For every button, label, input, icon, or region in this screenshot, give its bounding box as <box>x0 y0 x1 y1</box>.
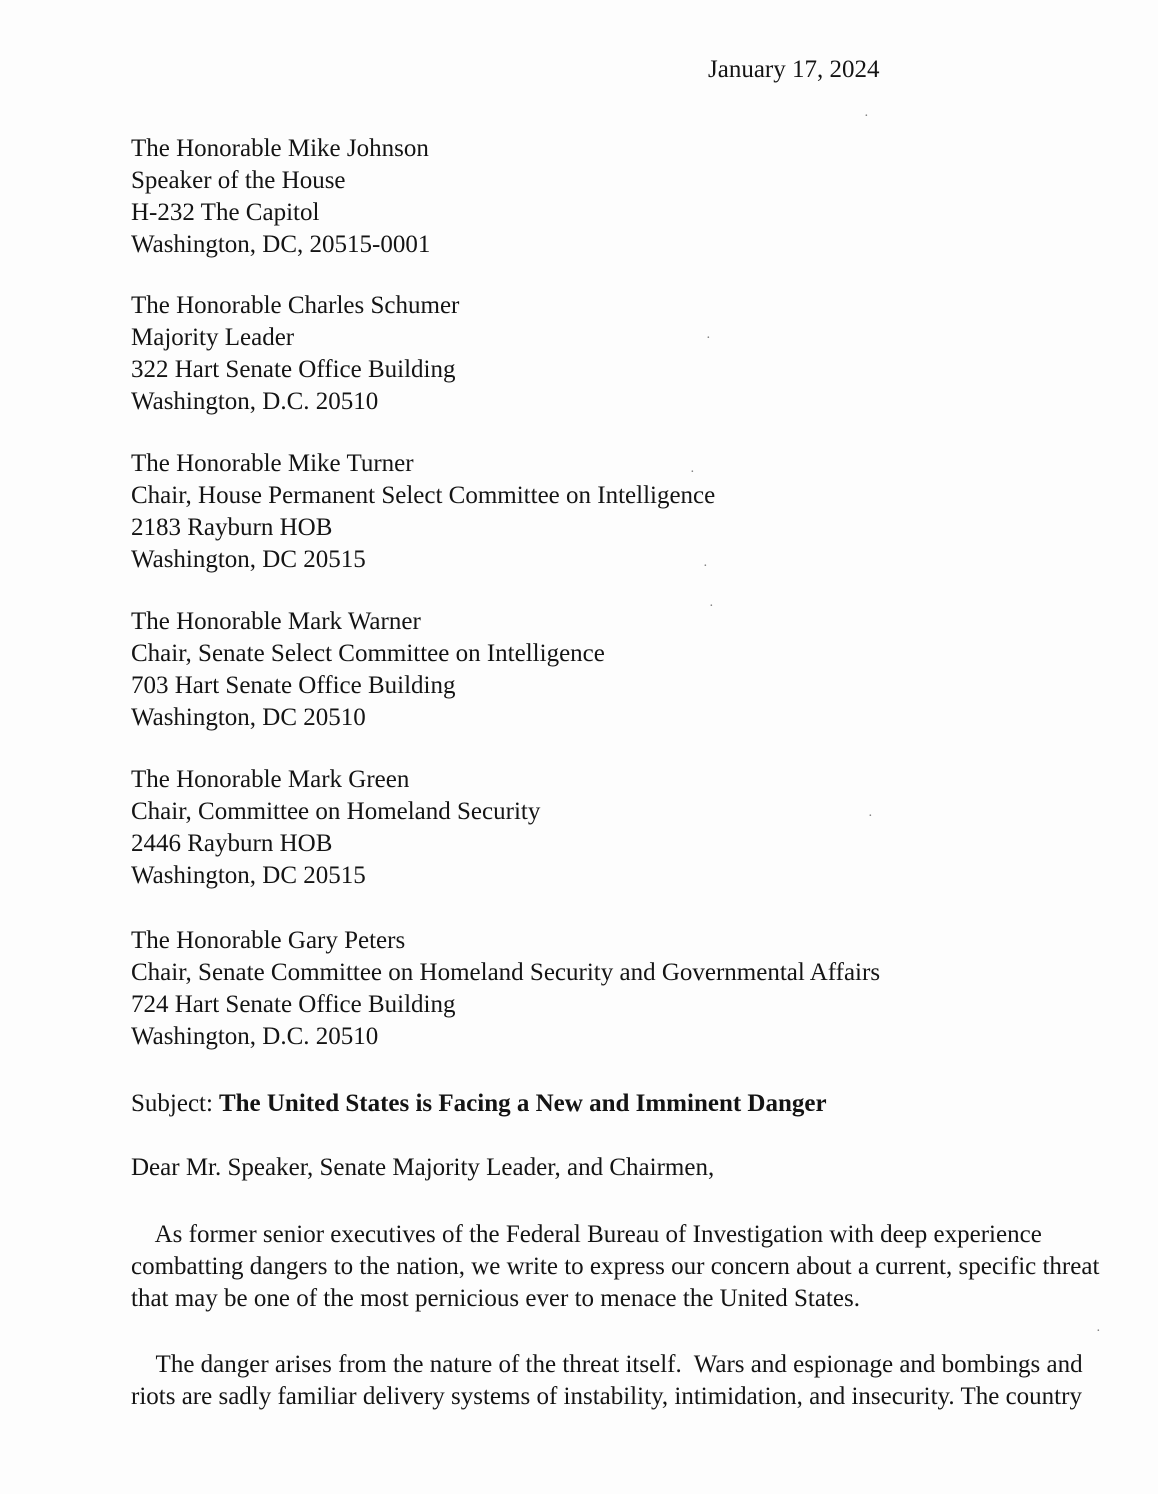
paragraph-line: combatting dangers to the nation, we write to express our concern about a current, specific threat <box>131 1253 1100 1280</box>
recipient-block <box>131 290 459 418</box>
body-paragraph <box>131 1349 1111 1413</box>
recipient-address-line1: 2183 Rayburn HOB <box>131 514 333 541</box>
scan-speck: · <box>868 809 873 824</box>
recipient-title: Speaker of the House <box>131 167 346 194</box>
scan-speck: · <box>706 331 711 346</box>
recipient-block <box>131 606 605 734</box>
subject-line <box>131 1088 827 1120</box>
scan-speck: · <box>703 559 708 574</box>
recipient-block <box>131 133 430 261</box>
body-paragraph <box>131 1219 1111 1315</box>
recipient-name: The Honorable Gary Peters <box>131 927 406 954</box>
recipient-title: Chair, Senate Select Committee on Intelligence <box>131 640 605 667</box>
salutation: Dear Mr. Speaker, Senate Majority Leader, and Chairmen, <box>131 1154 715 1181</box>
recipient-name: The Honorable Mike Johnson <box>131 135 429 162</box>
recipient-address-line2: Washington, DC 20515 <box>131 546 366 573</box>
scan-speck: · <box>709 599 714 614</box>
recipient-title: Chair, House Permanent Select Committee on Intelligence <box>131 482 716 509</box>
recipient-name: The Honorable Mark Warner <box>131 608 421 635</box>
recipient-title: Chair, Senate Committee on Homeland Security and Governmental Affairs <box>131 959 881 986</box>
recipient-name: The Honorable Mike Turner <box>131 450 414 477</box>
paragraph-line: riots are sadly familiar delivery systems of instability, intimidation, and insecurity. The country <box>131 1383 1082 1410</box>
subject-title: The United States is Facing a New and Imminent Danger <box>218 1090 827 1117</box>
recipient-address-line2: Washington, D.C. 20510 <box>131 1023 379 1050</box>
recipient-address-line2: Washington, DC 20510 <box>131 704 366 731</box>
paragraph-line: that may be one of the most pernicious ever to menace the United States. <box>131 1285 860 1312</box>
recipient-title: Chair, Committee on Homeland Security <box>131 798 541 825</box>
recipient-address-line2: Washington, DC 20515 <box>131 862 366 889</box>
recipient-block <box>131 925 880 1053</box>
recipient-address-line1: 703 Hart Senate Office Building <box>131 672 456 699</box>
scan-speck: · <box>1096 1324 1101 1339</box>
recipient-name: The Honorable Charles Schumer <box>131 292 460 319</box>
letter-date: January 17, 2024 <box>708 56 880 83</box>
recipient-block <box>131 448 715 576</box>
recipient-address-line1: 322 Hart Senate Office Building <box>131 356 456 383</box>
recipient-block <box>131 764 540 892</box>
recipient-address-line2: Washington, D.C. 20510 <box>131 388 379 415</box>
recipient-address-line1: H-232 The Capitol <box>131 199 320 226</box>
recipient-title: Majority Leader <box>131 324 295 351</box>
recipient-address-line2: Washington, DC, 20515-0001 <box>131 231 431 258</box>
scan-speck: · <box>864 109 869 124</box>
paragraph-line: The danger arises from the nature of the threat itself. Wars and espionage and bombings and <box>131 1351 1083 1378</box>
subject-label: Subject: <box>131 1090 213 1117</box>
recipient-address-line1: 724 Hart Senate Office Building <box>131 991 456 1018</box>
recipient-address-line1: 2446 Rayburn HOB <box>131 830 333 857</box>
scan-speck: · <box>690 465 695 480</box>
paragraph-line: As former senior executives of the Federal Bureau of Investigation with deep experience <box>131 1221 1042 1248</box>
recipient-name: The Honorable Mark Green <box>131 766 410 793</box>
